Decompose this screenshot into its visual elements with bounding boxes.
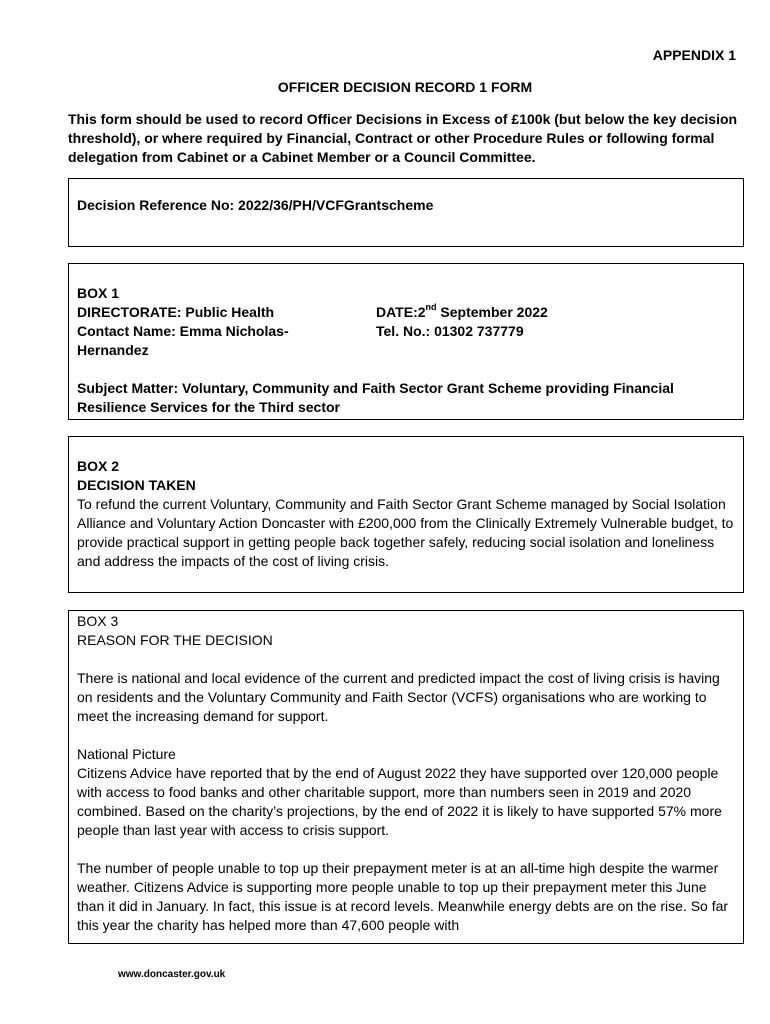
box2-subheading: DECISION TAKEN [77, 477, 196, 493]
box2-heading: BOX 2 [77, 458, 120, 474]
national-picture-heading: National Picture [77, 746, 176, 762]
reference-box [68, 178, 744, 247]
footer-url: www.doncaster.gov.uk [118, 969, 226, 980]
contact-name-continued: Hernandez [77, 342, 149, 358]
intro-text: This form should be used to record Officer Decisions in Excess of £100k (but below the key decision threshold), or where required by Financial, Contract or other Procedure Rules or following formal delegation from Cabinet or a Cabinet Member or a Council Committee. [68, 111, 738, 165]
box-2 [68, 436, 744, 593]
box-3 [68, 610, 744, 944]
decision-taken-text: To refund the current Voluntary, Community and Faith Sector Grant Scheme managed by Social Isolation Alliance and Voluntary Action Doncaster with £200,000 from the Clinically Extremely Vulnerable budget, to provide practical support in getting people back together safely, reducing social isolation and loneliness and address the impacts of the cost of living crisis. [77, 496, 734, 569]
decision-date: DATE:2nd September 2022 [376, 302, 548, 320]
box3-heading: BOX 3 [77, 613, 119, 629]
form-title: OFFICER DECISION RECORD 1 FORM [277, 79, 533, 95]
reason-paragraph-1: There is national and local evidence of the current and predicted impact the cost of living crisis is having on residents and the Voluntary Community and Faith Sector (VCFS) organisations who are working to meet the increasing demand for support. [77, 670, 720, 724]
box1-heading: BOX 1 [77, 285, 120, 301]
reason-paragraph-3: The number of people unable to top up their prepayment meter is at an all-time high despite the warmer weather. Citizens Advice is supporting more people unable to top up their prepayment meter this June than it did in January. In fact, this issue is at record levels. Meanwhile energy debts are on the rise. So far this year the charity has helped more than 47,600 people with [77, 860, 729, 933]
box-1 [68, 263, 744, 420]
contact-name: Contact Name: Emma Nicholas- [77, 323, 289, 339]
box3-subheading: REASON FOR THE DECISION [77, 632, 273, 648]
subject-matter: Subject Matter: Voluntary, Community and Faith Sector Grant Scheme providing Financial Resilience Services for the Third sector [77, 380, 674, 415]
appendix-label: APPENDIX 1 [652, 47, 736, 63]
telephone: Tel. No.: 01302 737779 [376, 323, 524, 339]
directorate: DIRECTORATE: Public Health [77, 304, 275, 320]
reason-paragraph-2: Citizens Advice have reported that by the end of August 2022 they have supported over 120,000 people with access to food banks and other charitable support, more than numbers seen in 2019 and 2020 combined. Based on the charity’s projections, by the end of 2022 it is likely to have supported 57% more people than last year with access to crisis support. [77, 765, 722, 838]
decision-reference: Decision Reference No: 2022/36/PH/VCFGrantscheme [77, 197, 434, 213]
